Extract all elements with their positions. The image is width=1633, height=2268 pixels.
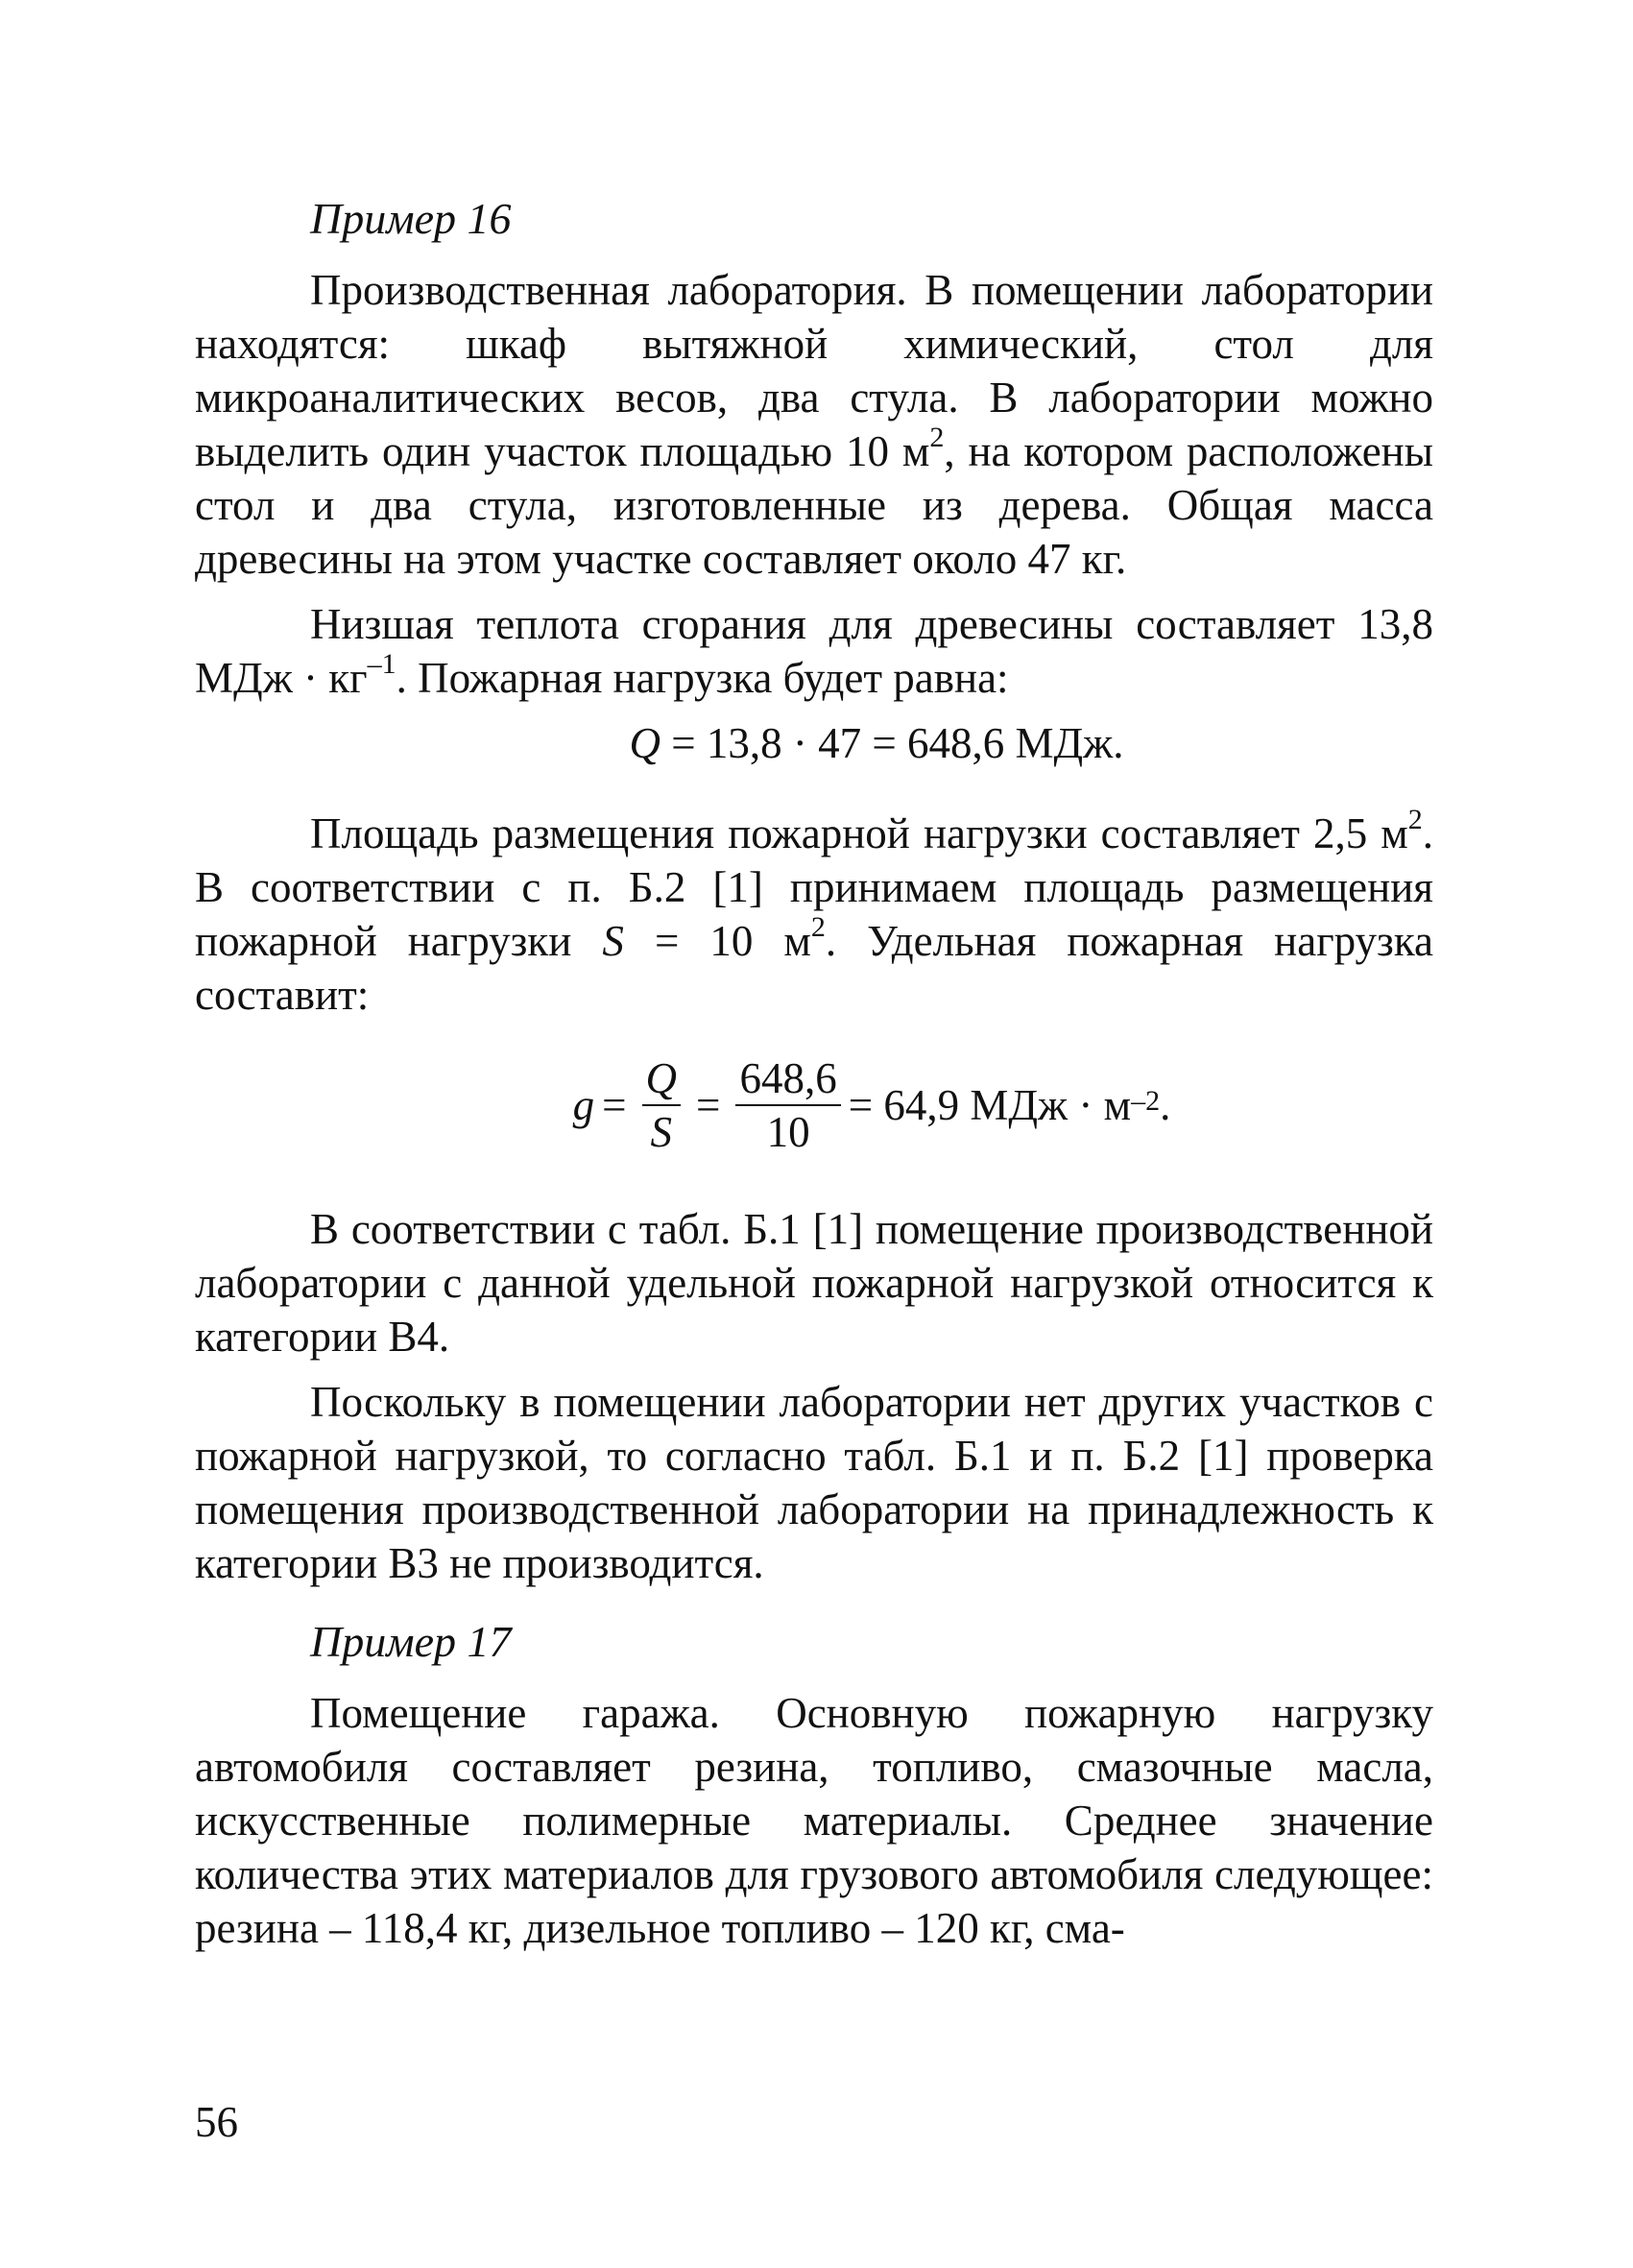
example-16-paragraph-2 <box>195 597 1433 705</box>
page-content <box>195 192 1433 1966</box>
fraction-denominator: 10 <box>766 1108 810 1156</box>
text-run: Производственная лаборатория. В помещении лаборатории находятся: шкаф вытяжной химический, стол для микроаналитических весов, два стула. В лаборатории можно выделить один участок площадью 10 м <box>195 266 1433 475</box>
text-run: , на котором расположены стол и два стула, изготовленные из дерева. Общая масса древесины на этом участке составляет около 47 кг. <box>195 427 1433 583</box>
example-16-heading: Пример 16 <box>310 194 512 243</box>
equals-sign: = <box>696 1081 721 1129</box>
fraction-denominator: S <box>650 1108 673 1156</box>
text-run: Низшая теплота сгорания для древесины составляет 13,8 МДж · кг <box>195 600 1433 702</box>
fraction-numerator: 648,6 <box>739 1054 837 1102</box>
fire-load-formula <box>195 716 1433 770</box>
page-number: 56 <box>195 2098 238 2146</box>
text-run: Площадь размещения пожарной нагрузки составляет 2,5 м <box>310 809 1408 857</box>
example-16-paragraph-1 <box>195 263 1433 586</box>
specific-fire-load-formula: g = $\frac{Q}{S}$ = $\frac{648,6}{10}$ = 64,9 МДж · м $^{-2}$ . <box>572 1054 1171 1156</box>
superscript: 2 <box>810 911 826 943</box>
text-run: . В соответствии с п. Б.2 [1] принимаем площадь размещения пожарной нагрузки <box>195 809 1433 965</box>
superscript: 2 <box>929 422 945 453</box>
formula-result: = 64,9 МДж · м <box>848 1081 1132 1129</box>
equals-sign: = <box>602 1081 627 1129</box>
fraction-numeric <box>735 1052 840 1158</box>
text-run: = 10 м <box>623 917 811 965</box>
superscript: 2 <box>1407 804 1423 835</box>
formula-end: . <box>1160 1081 1171 1129</box>
example-17-heading: Пример 17 <box>310 1617 512 1666</box>
example-17-paragraph-1: Помещение гаража. Основную пожарную нагрузку автомобиля составляет резина, топливо, смазочные масла, искусственные полимерные материалы. Среднее значение количества этих материалов для грузового автомобиля следующее: резина – 118,4 кг, дизельное топливо – 120 кг, сма- <box>195 1689 1433 1952</box>
text-run: . Удельная пожарная нагрузка составит: <box>195 917 1433 1019</box>
fraction-q-over-s <box>642 1052 682 1158</box>
formula-lhs: g <box>572 1081 595 1129</box>
formula-variable: Q <box>629 719 660 767</box>
superscript: –1 <box>367 648 396 680</box>
fraction-numerator: Q <box>645 1054 678 1102</box>
example-16-paragraph-3 <box>195 804 1433 1022</box>
example-16-paragraph-4: В соответствии с табл. Б.1 [1] помещение производственной лаборатории с данной удельной пожарной нагрузкой относится к категории В4. <box>195 1205 1433 1361</box>
example-16-paragraph-5: Поскольку в помещении лаборатории нет других участков с пожарной нагрузкой, то согласно табл. Б.1 и п. Б.2 [1] проверка помещения производственной лаборатории на принадлежность к категории В3 не производится. <box>195 1378 1433 1587</box>
text-run: . Пожарная нагрузка будет равна: <box>396 654 1009 702</box>
formula-variable: S <box>602 917 624 965</box>
formula-expression: = 13,8 · 47 = 648,6 МДж. <box>660 719 1124 767</box>
